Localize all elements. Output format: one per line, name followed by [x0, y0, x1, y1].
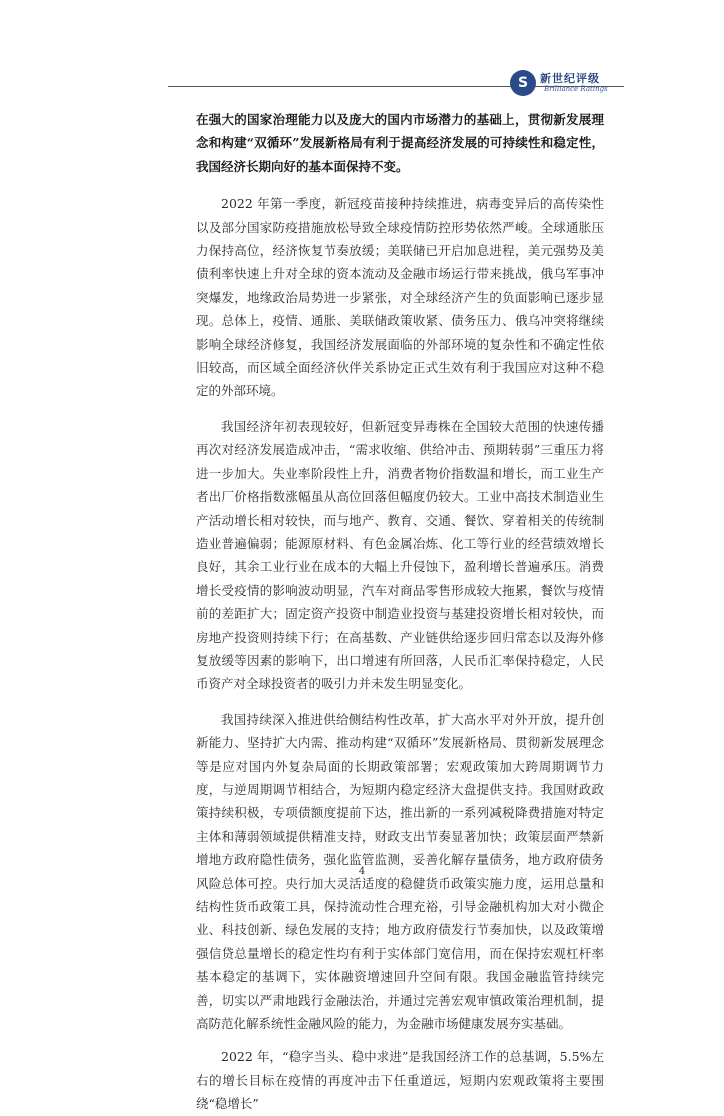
logo-subtitle: Brilliance Ratings: [544, 85, 608, 93]
brand-logo: [510, 70, 625, 100]
paragraph-2022-target: 2022 年，“稳字当头、稳中求进”是我国经济工作的总基调，5.5%左右的增长目标在疫情的再度冲击下任重道远，短期内宏观政策将主要围绕“稳增长”: [196, 1049, 604, 1112]
page-number: 4: [358, 866, 366, 877]
document-body: [196, 108, 604, 1116]
logo-icon: S: [510, 70, 536, 96]
paragraph-intro-bold: 在强大的国家治理能力以及庞大的国内市场潜力的基础上，贯彻新发展理念和构建“双循环”发展新格局有利于提高经济发展的可持续性和稳定性，我国经济长期向好的基本面保持不变。: [196, 112, 604, 174]
paragraph-policy: 我国持续深入推进供给侧结构性改革，扩大高水平对外开放，提升创新能力、坚持扩大内需、推动构建“双循环”发展新格局、贯彻新发展理念等是应对国内外复杂局面的长期政策部署；宏观政策加大跨周期调节力度，与逆周期调节相结合，为短期内稳定经济大盘提供支持。我国财政政策持续积极，专项债额度提前下达，推出新的一系列减税降费措施对特定主体和薄弱领域提供精准支持，财政支出节奏显著加快；政策层面严禁新增地方政府隐性债务，强化监管监测，妥善化解存量债务，地方政府债务风险总体可控。央行加大灵活适度的稳健货币政策实施力度，运用总量和结构性货币政策工具，保持流动性合理充裕，引导金融机构加大对小微企业、科技创新、绿色发展的支持；地方政府债发行节奏加快，以及政策增强信贷总量增长的稳定性均有利于实体部门宽信用，而在保持宏观杠杆率基本稳定的基调下，实体融资增速回升空间有限。我国金融监管持续完善，切实以严肃地践行金融法治，并通过完善宏观审慎政策治理机制，提高防范化解系统性金融风险的能力，为金融市场健康发展夯实基础。: [196, 711, 604, 1032]
paragraph-domestic-economy: 我国经济年初表现较好，但新冠变异毒株在全国较大范围的快速传播再次对经济发展造成冲击，“需求收缩、供给冲击、预期转弱”三重压力将进一步加大。失业率阶段性上升，消费者物价指数温和增长，而工业生产者出厂价格指数涨幅虽从高位回落但幅度仍较大。工业中高技术制造业生产活动增长相对较快，而与地产、教育、交通、餐饮、穿着相关的传统制造业普遍偏弱；能源原材料、有色金属冶炼、化工等行业的经营绩效增长良好，其余工业行业在成本的大幅上升侵蚀下，盈利增长普遍承压。消费增长受疫情的影响波动明显，汽车对商品零售形成较大拖累，餐饮与疫情前的差距扩大；固定资产投资中制造业投资与基建投资增长相对较快，而房地产投资则持续下行；在高基数、产业链供给逐步回归常态以及海外修复放缓等因素的影响下，出口增速有所回落，人民币汇率保持稳定，人民币资产对全球投资者的吸引力并未发生明显变化。: [196, 418, 604, 692]
paragraph-global-outlook: 2022 年第一季度，新冠疫苗接种持续推进，病毒变异后的高传染性以及部分国家防疫措施放松导致全球疫情防控形势依然严峻。全球通胀压力保持高位，经济恢复节奏放缓；美联储已开启加息进程，美元强势及美债利率快速上升对全球的资本流动及金融市场运行带来挑战，俄乌军事冲突爆发，地缘政治局势进一步紧张，对全球经济产生的负面影响已逐步显现。总体上，疫情、通胀、美联储政策收紧、债务压力、俄乌冲突将继续影响全球经济修复，我国经济发展面临的外部环境的复杂性和不确定性依旧较高，而区域全面经济伙伴关系协定正式生效有利于我国应对这种不稳定的外部环境。: [196, 196, 604, 399]
logo-name: 新世纪评级: [540, 72, 600, 85]
